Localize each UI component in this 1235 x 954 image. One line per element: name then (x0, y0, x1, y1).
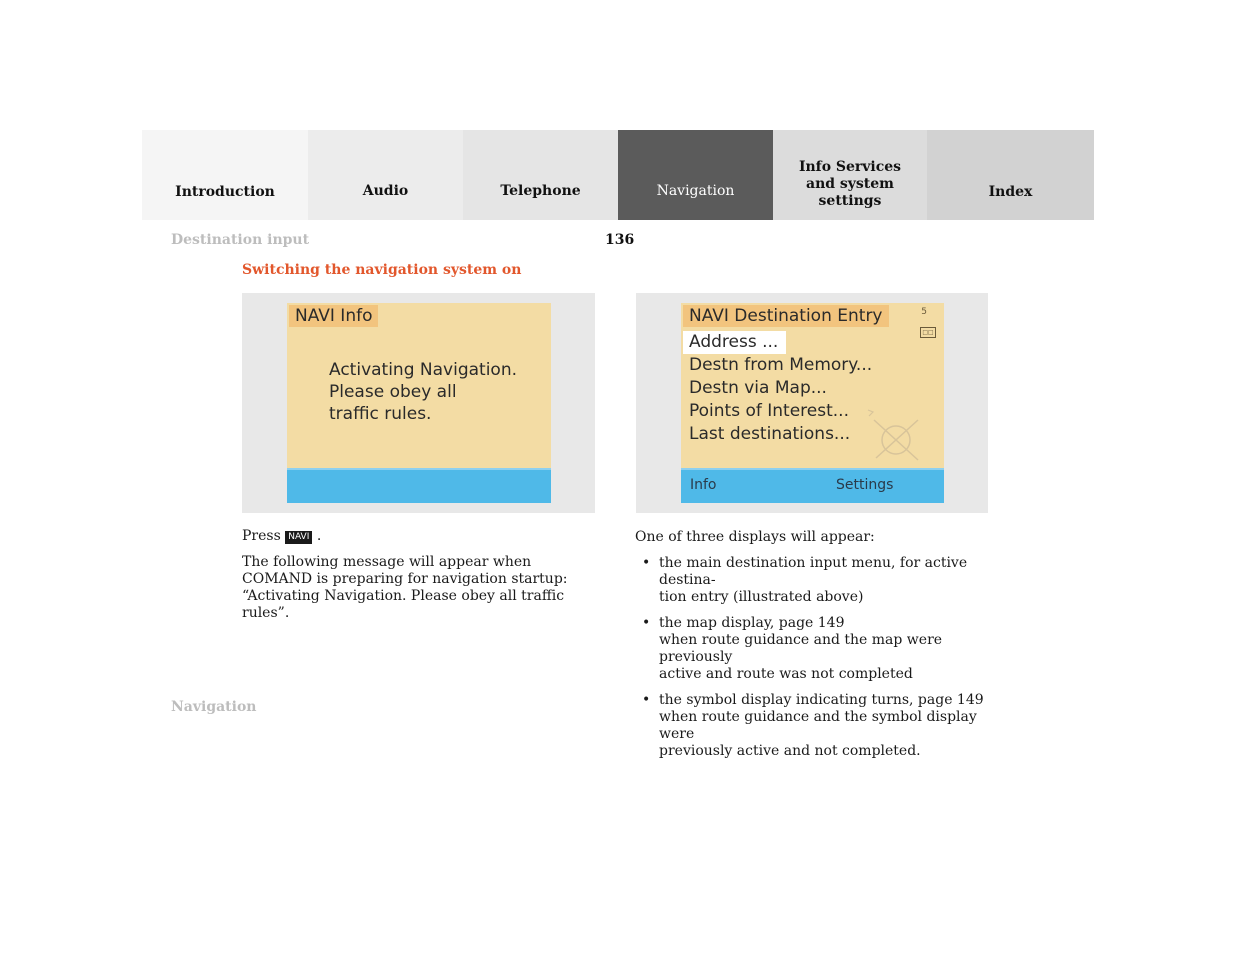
menu-item-destn-via-map[interactable]: Destn via Map... (689, 378, 827, 398)
menu-item-last-destinations[interactable]: Last destinations... (689, 424, 851, 444)
navi-info-screen (287, 303, 551, 503)
destination-entry-display-panel (636, 293, 988, 513)
page-heading: Switching the navigation system on (242, 262, 522, 278)
bullet-icon: • (642, 555, 651, 571)
menu-item-destn-from-memory[interactable]: Destn from Memory... (689, 355, 873, 375)
press-instruction: Press NAVI . (242, 528, 322, 544)
soft-key-settings[interactable]: Settings (836, 477, 894, 493)
tab-telephone[interactable]: Telephone (463, 130, 618, 220)
bullet-icon: • (642, 615, 651, 631)
list-item: • the symbol display indicating turns, page 149 when route guidance and the symbol display were previously active and not completed. (642, 692, 984, 759)
list-item: • the map display, page 149 when route guidance and the map were previously active and route was not completed (642, 615, 943, 682)
display-options-list (635, 555, 997, 769)
navi-info-display-panel (242, 293, 595, 513)
bullet-icon: • (642, 692, 651, 708)
destination-entry-screen (681, 303, 944, 503)
message-line: Please obey all (329, 382, 457, 402)
screen-title: NAVI Info (289, 305, 378, 327)
startup-paragraph: The following message will appear when COMAND is preparing for navigation startup: “Activating Navigation. Please obey all traffic rules”. (242, 554, 568, 621)
soft-key-info[interactable]: Info (690, 477, 717, 493)
screen-title: NAVI Destination Entry (683, 305, 889, 327)
signal-icon: 5 (921, 307, 927, 317)
chapter-tabs (142, 130, 1094, 220)
tab-navigation[interactable]: Navigation (618, 130, 773, 220)
menu-item-points-of-interest[interactable]: Points of Interest... (689, 401, 849, 421)
section-label: Destination input (171, 232, 310, 248)
tab-introduction[interactable]: Introduction (142, 130, 308, 220)
tab-info-services[interactable]: Info Services and system settings (773, 130, 927, 220)
activation-message (329, 359, 517, 425)
tab-audio[interactable]: Audio (308, 130, 463, 220)
screen-soft-key-bar (681, 468, 944, 503)
page-number: 136 (605, 232, 635, 248)
tab-index[interactable]: Index (927, 130, 1094, 220)
navi-key-icon: NAVI (285, 531, 312, 544)
list-item: • the main destination input menu, for active destina- tion entry (illustrated above) (642, 555, 968, 605)
message-line: traffic rules. (329, 404, 432, 424)
screen-soft-key-bar (287, 468, 551, 503)
destination-menu (683, 331, 872, 446)
message-line: Activating Navigation. (329, 360, 517, 380)
footer-section-label: Navigation (171, 699, 257, 715)
displays-intro: One of three displays will appear: (635, 529, 875, 545)
card-icon: □□ (920, 327, 936, 338)
compass-icon (866, 408, 924, 466)
menu-item-address[interactable]: Address ... (683, 331, 786, 354)
